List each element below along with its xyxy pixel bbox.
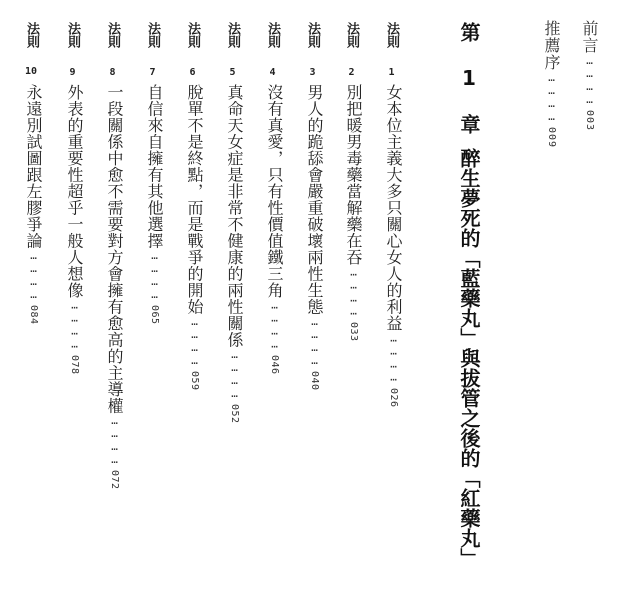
law-title-row-3 — [303, 84, 326, 391]
law-entry-2 — [342, 22, 361, 78]
law-entry-9 — [63, 22, 82, 78]
law-head: 法則 — [384, 22, 399, 48]
law-number: 9 — [67, 67, 78, 78]
law-title: 一段關係中愈不需要對方會擁有愈高的主導權 — [105, 84, 124, 414]
law-number: 7 — [147, 67, 158, 78]
law-number: 10 — [24, 66, 38, 77]
toc-page-number: 046 — [269, 354, 280, 375]
chapter-title: 醉生夢死的「藍藥丸」與拔管之後的「紅藥丸」 — [457, 148, 481, 568]
law-head: 法則 — [24, 22, 39, 48]
law-head: 法則 — [65, 22, 80, 48]
law-title: 別把暖男毒藥當解藥在吞 — [344, 84, 363, 266]
toc-page-number: 026 — [388, 387, 399, 408]
law-head: 法則 — [265, 22, 280, 48]
law-entry-4 — [263, 22, 282, 78]
law-number: 8 — [107, 67, 118, 78]
law-entry-10 — [22, 22, 41, 77]
law-head: 法則 — [145, 22, 160, 48]
law-number: 4 — [267, 67, 278, 78]
toc-page-number: 084 — [28, 305, 39, 325]
toc-page-number: 072 — [109, 470, 120, 490]
law-entry-8 — [103, 22, 122, 78]
law-title-row-9 — [63, 84, 86, 374]
chapter-heading — [455, 22, 484, 568]
toc-leader-dots: ………… — [583, 54, 596, 106]
law-title: 真命天女症是非常不健康的兩性關係 — [225, 84, 244, 348]
law-number: 5 — [227, 67, 238, 78]
toc-page-number: 033 — [348, 321, 359, 342]
toc-leader-dots: ………… — [108, 414, 121, 466]
toc-page-number: 065 — [149, 305, 160, 325]
chapter-label: 第 1 章 — [457, 22, 481, 134]
law-title-row-8 — [103, 84, 126, 490]
law-head: 法則 — [225, 22, 240, 48]
law-title-row-5 — [223, 84, 246, 424]
law-title: 脫單不是終點，而是戰爭的開始 — [185, 84, 204, 315]
toc-leader-dots: ………… — [387, 331, 400, 384]
toc-page-number: 040 — [309, 371, 320, 391]
toc-leader-dots: ………… — [188, 315, 201, 367]
law-title: 外表的重要性超乎一般人想像 — [65, 84, 84, 299]
toc-leader-dots: ………… — [545, 71, 558, 123]
law-number: 6 — [187, 67, 198, 78]
law-title: 自信來自擁有其他選擇 — [145, 84, 164, 249]
law-number: 3 — [307, 67, 318, 78]
toc-entry-preface — [578, 20, 601, 131]
law-entry-7 — [143, 22, 162, 78]
law-title-row-7 — [143, 84, 166, 325]
law-title: 男人的跪舔會嚴重破壞兩性生態 — [305, 84, 324, 315]
toc-entry-label: 前言 — [580, 20, 599, 54]
toc-page-number: 052 — [229, 404, 240, 424]
law-head: 法則 — [185, 22, 200, 48]
law-entry-3 — [303, 22, 322, 78]
toc-entry-recommendation — [540, 20, 563, 148]
toc-page-number: 009 — [546, 127, 557, 149]
toc-leader-dots: ………… — [308, 315, 321, 367]
law-title-row-6 — [183, 84, 206, 391]
toc-page-number: 078 — [69, 354, 80, 375]
law-entry-1 — [382, 22, 401, 78]
law-title-row-10 — [22, 84, 45, 325]
law-head: 法則 — [105, 22, 120, 48]
toc-leader-dots: ………… — [268, 298, 281, 351]
law-title: 永遠別試圖跟左膠爭論 — [24, 84, 43, 249]
law-head: 法則 — [305, 22, 320, 48]
law-title: 女本位主義大多只關心女人的利益 — [384, 84, 403, 332]
toc-entry-label: 推薦序 — [542, 20, 561, 71]
law-entry-6 — [183, 22, 202, 78]
law-title-row-1 — [382, 84, 405, 407]
law-title-row-2 — [342, 84, 365, 341]
law-number: 1 — [386, 67, 397, 78]
law-entry-5 — [223, 22, 242, 78]
toc-leader-dots: ………… — [347, 265, 360, 318]
toc-page-number: 059 — [189, 371, 200, 391]
law-title-row-4 — [263, 84, 286, 374]
toc-leader-dots: ………… — [148, 249, 161, 301]
toc-page-number: 003 — [584, 110, 595, 132]
toc-leader-dots: ………… — [68, 298, 81, 351]
law-head: 法則 — [344, 22, 359, 48]
toc-leader-dots: ………… — [27, 249, 40, 301]
law-number: 2 — [346, 67, 357, 78]
law-title: 沒有真愛，只有性價值鐵三角 — [265, 84, 284, 299]
toc-leader-dots: ………… — [228, 348, 241, 400]
